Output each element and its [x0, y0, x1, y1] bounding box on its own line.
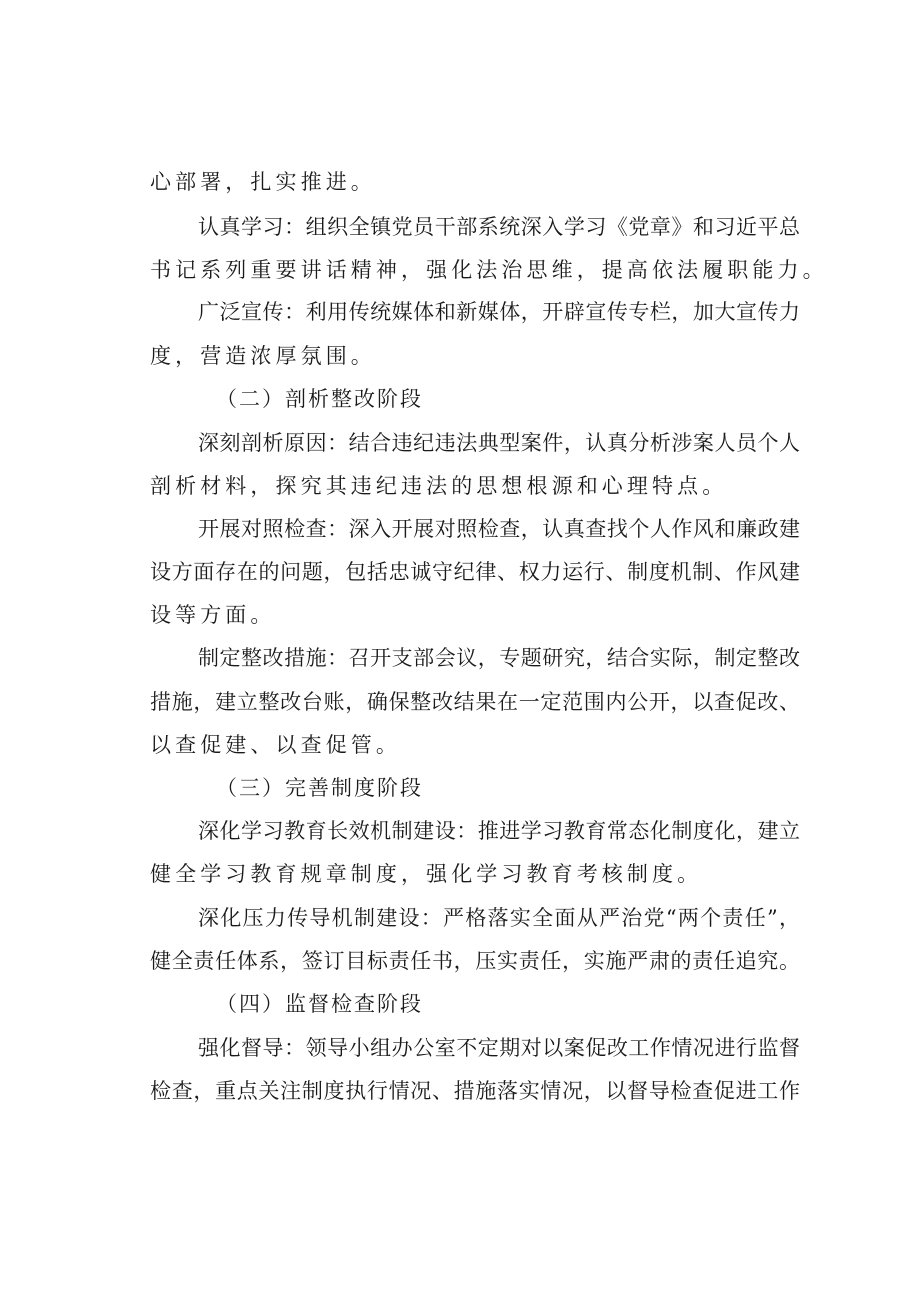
paragraph-line: 措施，建立整改台账，确保整改结果在一定范围内公开，以查促改、 [150, 690, 800, 714]
paragraph-line: 开展对照检查：深入开展对照检查，认真查找个人作风和廉政建 [198, 517, 800, 541]
paragraph-line: 强化督导：领导小组办公室不定期对以案促改工作情况进行监督 [198, 1036, 800, 1060]
paragraph-line: 设方面存在的问题，包括忠诚守纪律、权力运行、制度机制、作风建 [150, 560, 800, 584]
section-heading: （四）监督检查阶段 [216, 992, 423, 1016]
paragraph-line: 深化压力传导机制建设：严格落实全面从严治党“两个责任”， [198, 906, 800, 930]
section-heading: （三）完善制度阶段 [216, 776, 423, 800]
paragraph-line: 健全责任体系，签订目标责任书，压实责任，实施严肃的责任追究。 [150, 949, 800, 973]
paragraph-line: 广泛宣传：利用传统媒体和新媒体，开辟宣传专栏，加大宣传力 [198, 300, 800, 324]
paragraph-line: 书记系列重要讲话精神，强化法治思维，提高依法履职能力。 [150, 258, 828, 282]
paragraph-line: 制定整改措施：召开支部会议，专题研究，结合实际，制定整改 [198, 646, 800, 670]
paragraph-line: 认真学习：组织全镇党员干部系统深入学习《党章》和习近平总 [198, 215, 800, 239]
paragraph-line: 剖析材料，探究其违纪违法的思想根源和心理特点。 [150, 474, 728, 498]
section-heading: （二）剖析整改阶段 [216, 387, 423, 411]
paragraph-line: 健全学习教育规章制度，强化学习教育考核制度。 [150, 862, 703, 886]
paragraph-line: 度，营造浓厚氛围。 [150, 344, 376, 368]
paragraph-line: 检查，重点关注制度执行情况、措施落实情况，以督导检查促进工作 [150, 1079, 800, 1103]
paragraph-line: 深化学习教育长效机制建设：推进学习教育常态化制度化，建立 [198, 819, 800, 843]
paragraph-line: 以查促建、以查促管。 [150, 733, 401, 757]
paragraph-line: 深刻剖析原因：结合违纪违法典型案件，认真分析涉案人员个人 [198, 431, 800, 455]
paragraph-line: 心部署，扎实推进。 [150, 170, 376, 194]
paragraph-line: 设等方面。 [150, 603, 276, 627]
